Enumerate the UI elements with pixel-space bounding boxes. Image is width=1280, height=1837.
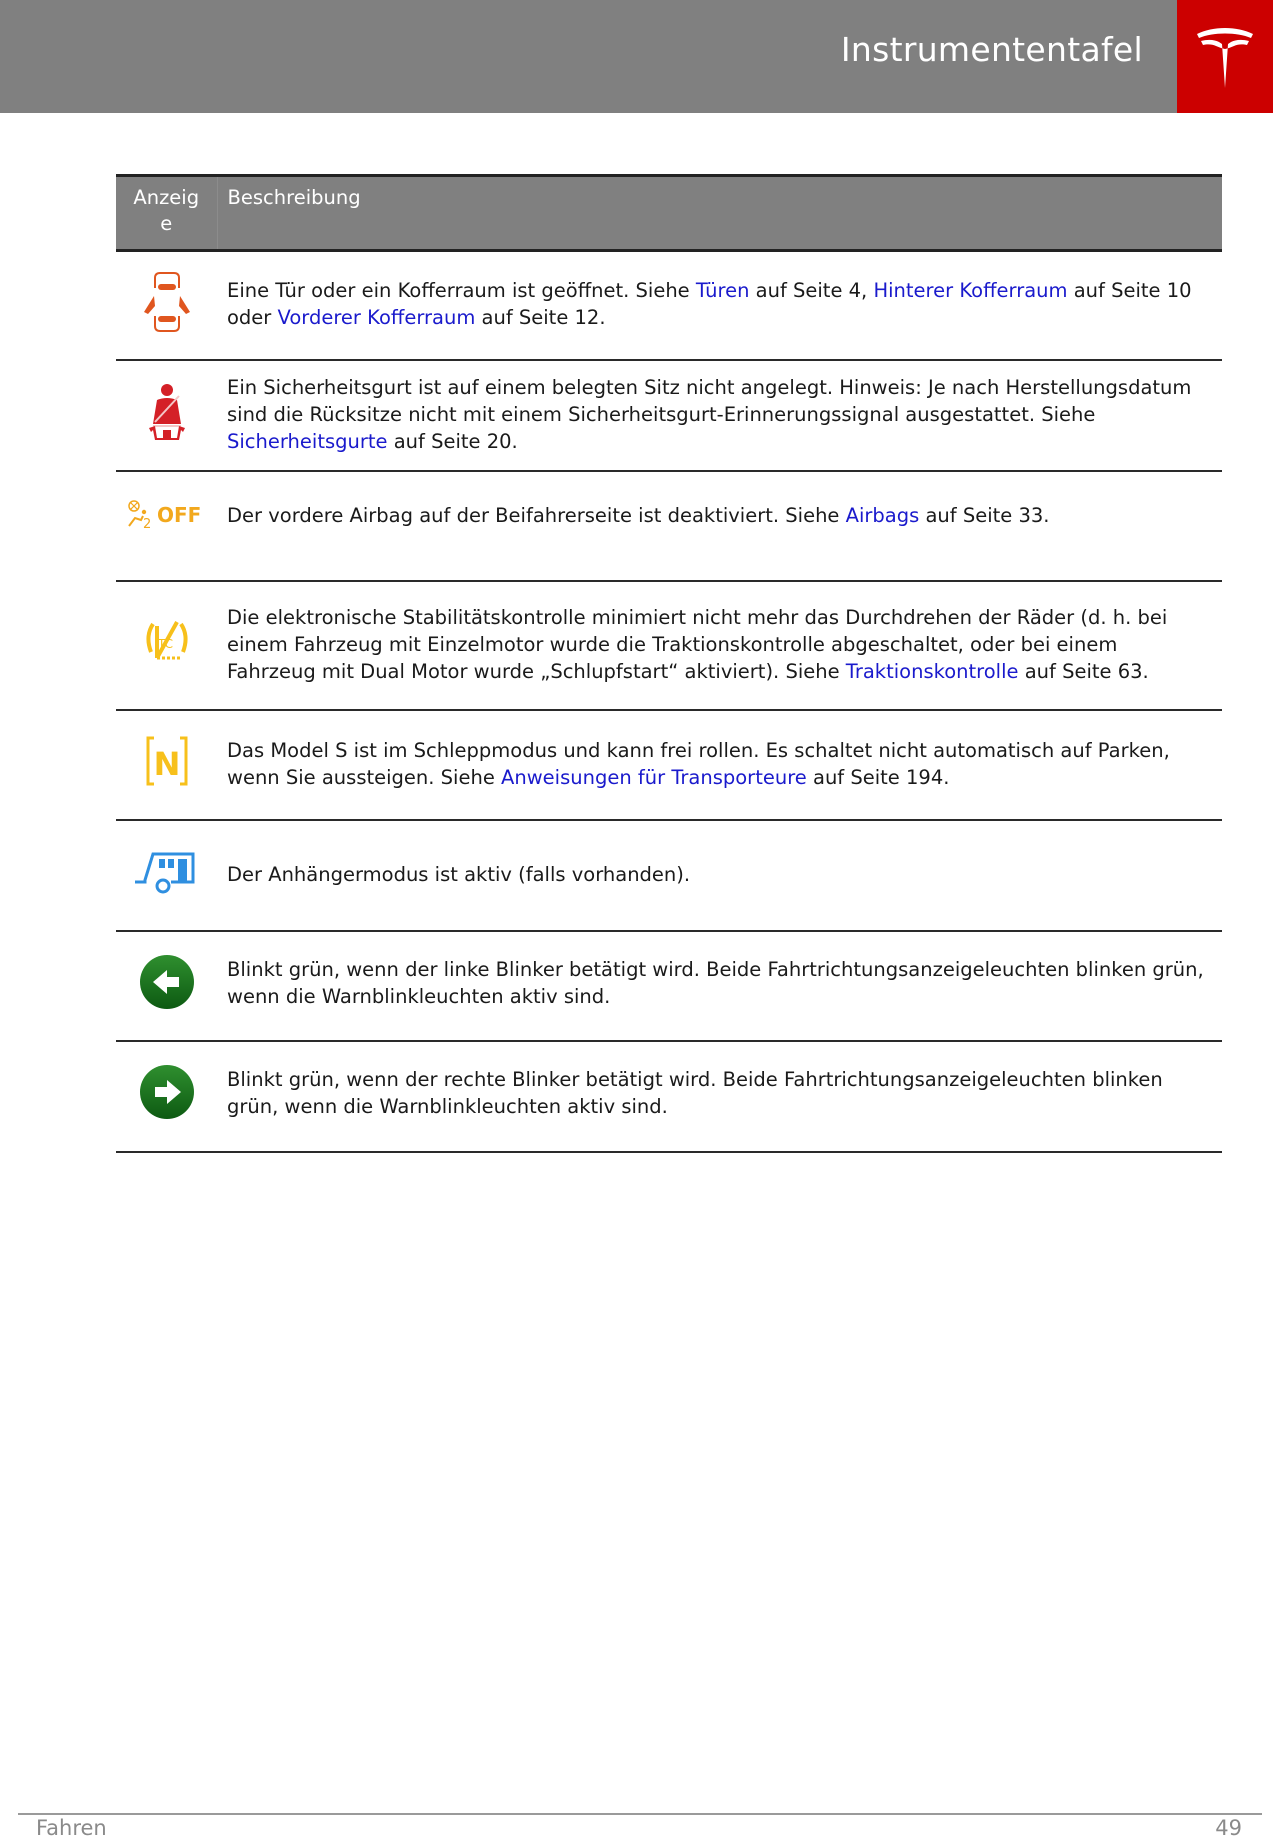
brand-logo-block <box>1177 0 1273 113</box>
indicator-cell <box>116 1041 217 1152</box>
description-cell: Eine Tür oder ein Kofferraum ist geöffnet. Siehe Türen auf Seite 4, Hinterer Kofferraum auf Seite 10 oder Vorderer Kofferraum auf Seite 12. <box>217 251 1222 360</box>
table-header-row <box>116 176 1222 251</box>
svg-text:TC: TC <box>157 636 173 651</box>
footer-section-name: Fahren <box>36 1816 107 1837</box>
svg-text:N: N <box>153 745 180 783</box>
description-cell: Ein Sicherheitsgurt ist auf einem belegten Sitz nicht angelegt. Hinweis: Je nach Herstellungsdatum sind die Rücksitze nicht mit einem Sicherheitsgurt-Erinnerungssignal ausgestattet. Siehe Sicherheitsgurte auf Seite 20. <box>217 360 1222 471</box>
tow-mode-neutral-icon <box>144 735 190 794</box>
footer-page-number: 49 <box>1215 1816 1242 1837</box>
table-row <box>116 820 1222 931</box>
table-row <box>116 931 1222 1041</box>
traction-control-off-icon <box>143 618 191 673</box>
link-anweisungen-transporteure[interactable]: Anweisungen für Transporteure <box>501 765 807 789</box>
column-header-description: Beschreibung <box>217 176 1222 251</box>
turn-signal-right-icon <box>139 1064 195 1127</box>
description-cell: Die elektronische Stabilitätskontrolle minimiert nicht mehr das Durchdrehen der Räder (d. h. bei einem Fahrzeug mit Einzelmotor wurde die Traktionskontrolle abgeschaltet, oder bei einem Fahrzeug mit Dual Motor wurde „Schlupfstart“ aktiviert). Siehe Traktionskontrolle auf Seite 63. <box>217 581 1222 710</box>
description-cell: Das Model S ist im Schleppmodus und kann frei rollen. Es schaltet nicht automatisch auf Parken, wenn Sie aussteigen. Siehe Anweisungen für Transporteure auf Seite 194. <box>217 710 1222 820</box>
table-row <box>116 1041 1222 1152</box>
table-row <box>116 471 1222 581</box>
indicator-cell <box>116 251 217 360</box>
svg-text:2: 2 <box>142 516 151 530</box>
indicator-cell <box>116 360 217 471</box>
svg-text:OFF: OFF <box>156 502 201 527</box>
link-hinterer-kofferraum[interactable]: Hinterer Kofferraum <box>873 279 1068 303</box>
trailer-icon <box>133 848 201 903</box>
table-row <box>116 360 1222 471</box>
column-header-indicator: Anzeig e <box>116 176 217 251</box>
passenger-airbag-off-icon <box>125 500 209 537</box>
description-cell: Blinkt grün, wenn der linke Blinker betätigt wird. Beide Fahrtrichtungsanzeigeleuchten blinken grün, wenn die Warnblinkleuchten aktiv sind. <box>217 931 1222 1041</box>
tesla-logo-icon <box>1193 24 1257 90</box>
indicator-table <box>116 174 1222 1153</box>
table-row <box>116 251 1222 360</box>
link-airbags[interactable]: Airbags <box>845 503 920 527</box>
indicator-cell <box>116 820 217 931</box>
description-cell: Der vordere Airbag auf der Beifahrerseite ist deaktiviert. Siehe Airbags auf Seite 33. <box>217 471 1222 581</box>
link-vorderer-kofferraum[interactable]: Vorderer Kofferraum <box>277 306 476 330</box>
door-open-icon <box>141 270 193 341</box>
page-title: Instrumententafel <box>840 30 1143 69</box>
indicator-cell <box>116 581 217 710</box>
indicator-cell <box>116 471 217 581</box>
link-tueren[interactable]: Türen <box>695 279 750 303</box>
indicator-cell <box>116 931 217 1041</box>
link-traktionskontrolle[interactable]: Traktionskontrolle <box>845 659 1019 683</box>
footer-divider <box>18 1813 1262 1815</box>
link-sicherheitsgurte[interactable]: Sicherheitsgurte <box>227 429 388 453</box>
description-cell: Der Anhängermodus ist aktiv (falls vorhanden). <box>217 820 1222 931</box>
table-row <box>116 581 1222 710</box>
table-row <box>116 710 1222 820</box>
seatbelt-icon <box>143 382 191 449</box>
turn-signal-left-icon <box>139 954 195 1017</box>
description-cell: Blinkt grün, wenn der rechte Blinker betätigt wird. Beide Fahrtrichtungsanzeigeleuchten blinken grün, wenn die Warnblinkleuchten aktiv sind. <box>217 1041 1222 1152</box>
header-bar <box>0 0 1177 113</box>
indicator-cell <box>116 710 217 820</box>
